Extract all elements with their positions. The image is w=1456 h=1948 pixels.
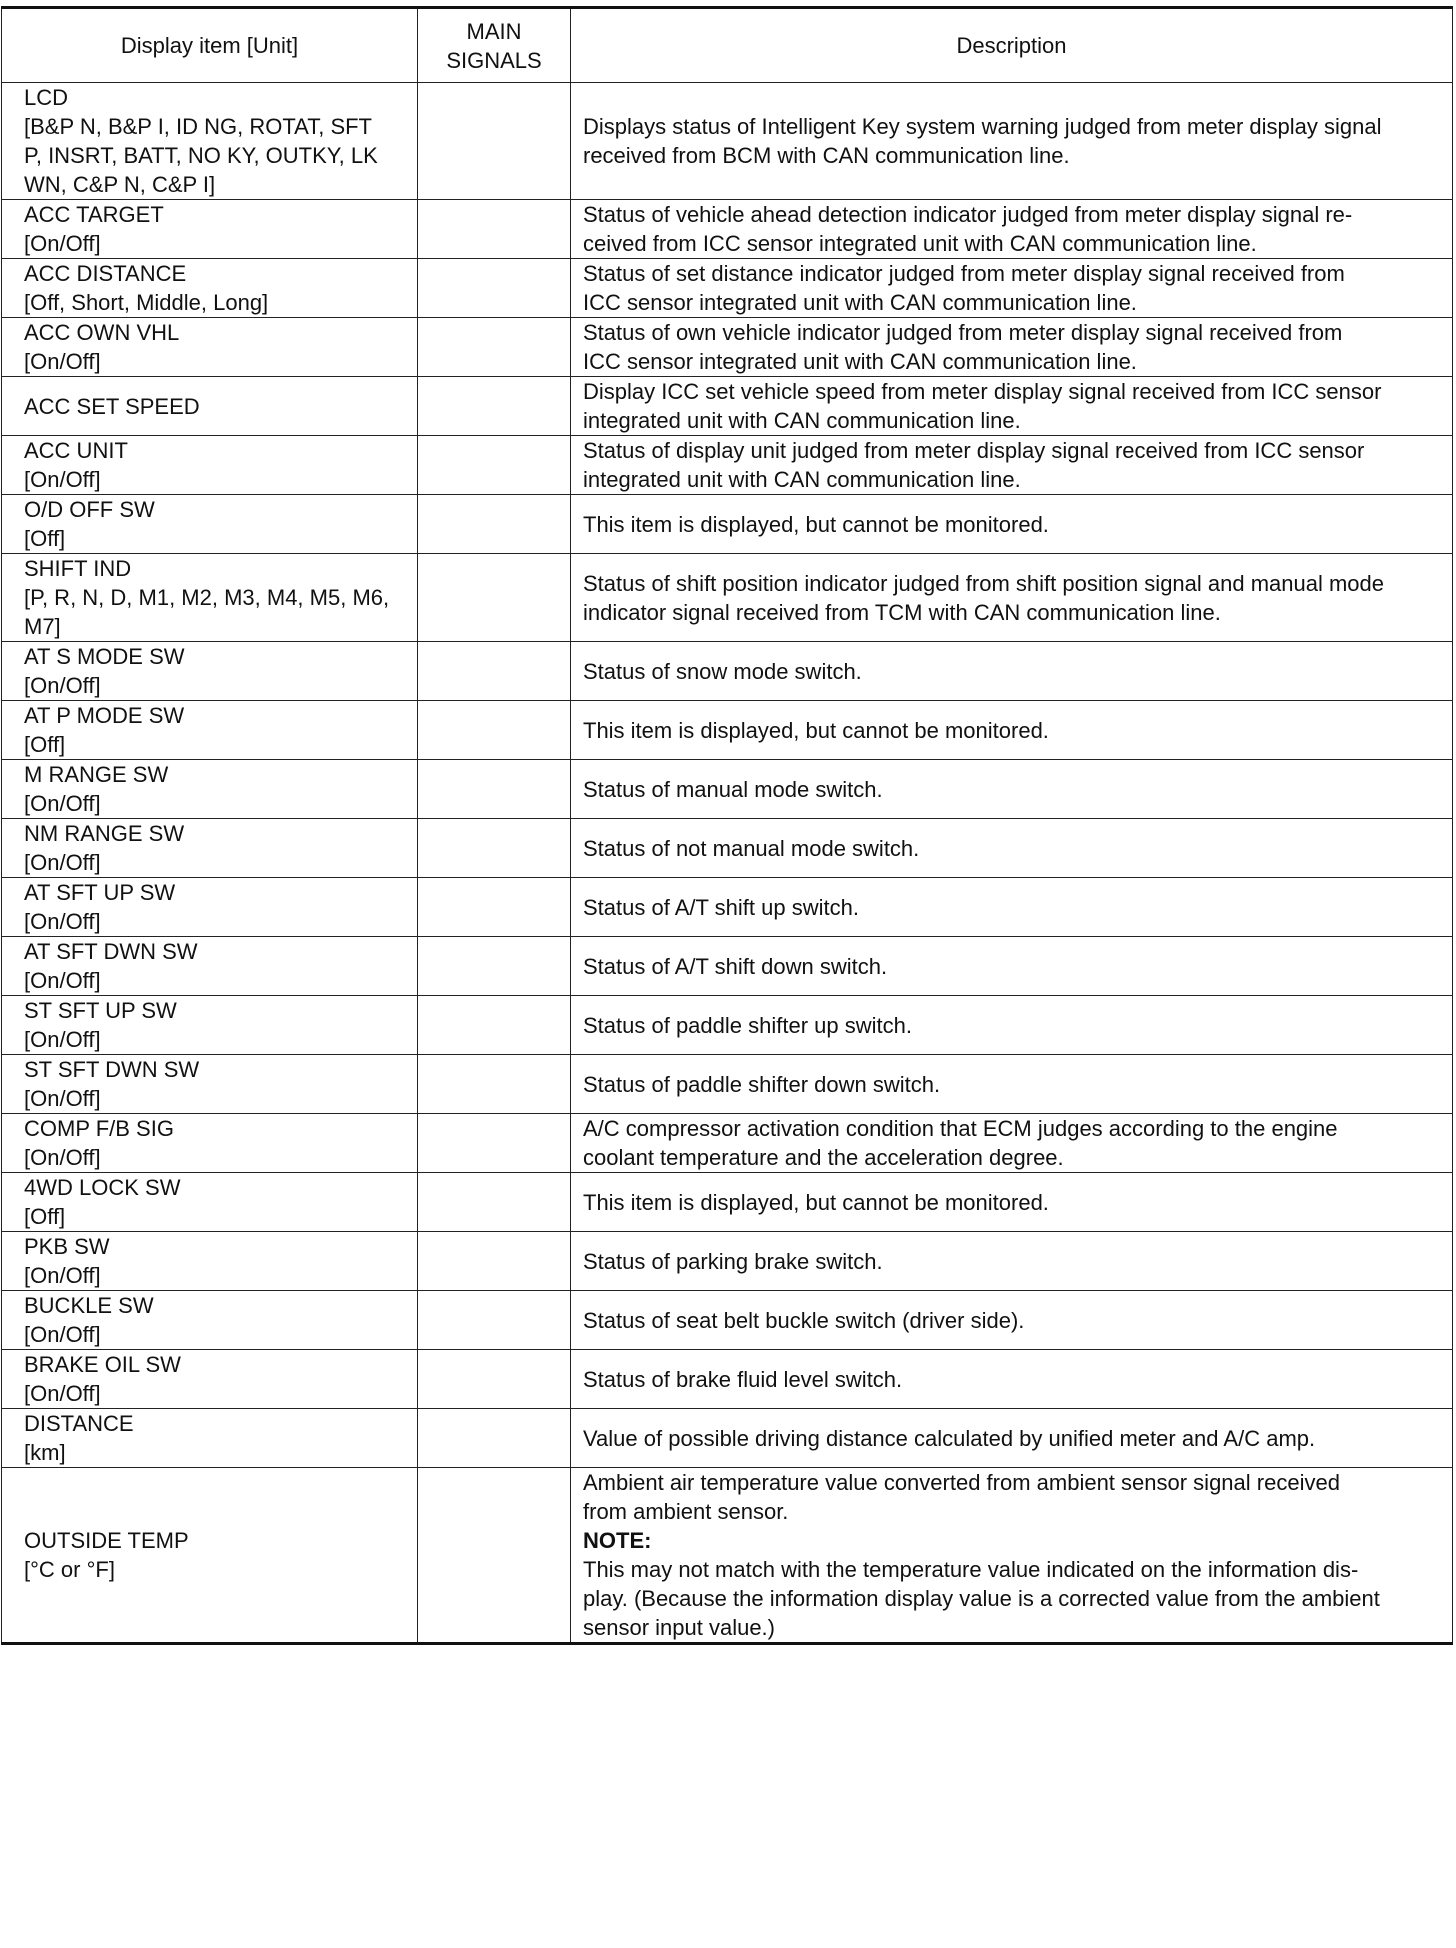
main-signals-cell	[418, 996, 571, 1055]
description-cell: Status of A/T shift down switch.	[571, 937, 1453, 996]
display-item-cell: AT SFT UP SW [On/Off]	[2, 878, 418, 937]
display-item-cell: M RANGE SW [On/Off]	[2, 760, 418, 819]
display-item-cell: ST SFT DWN SW [On/Off]	[2, 1055, 418, 1114]
main-signals-cell	[418, 495, 571, 554]
description-cell: Status of seat belt buckle switch (driver side).	[571, 1291, 1453, 1350]
table-row	[2, 642, 1453, 701]
display-item-cell: NM RANGE SW [On/Off]	[2, 819, 418, 878]
main-signals-cell	[418, 259, 571, 318]
header-main-signals: MAIN SIGNALS	[418, 8, 571, 83]
description-cell: Display ICC set vehicle speed from meter display signal received from ICC sensor integrated unit with CAN communication line.	[571, 377, 1453, 436]
display-item-cell: LCD [B&P N, B&P I, ID NG, ROTAT, SFT P, INSRT, BATT, NO KY, OUTKY, LK WN, C&P N, C&P I]	[2, 83, 418, 200]
description-cell	[571, 1468, 1453, 1644]
display-item-cell: AT SFT DWN SW [On/Off]	[2, 937, 418, 996]
description-cell: Status of snow mode switch.	[571, 642, 1453, 701]
description-cell: Status of manual mode switch.	[571, 760, 1453, 819]
main-signals-cell	[418, 937, 571, 996]
table-row	[2, 937, 1453, 996]
table-row	[2, 259, 1453, 318]
display-item-cell: SHIFT IND [P, R, N, D, M1, M2, M3, M4, M5, M6, M7]	[2, 554, 418, 642]
table-row	[2, 1350, 1453, 1409]
table-header-row	[2, 8, 1453, 83]
display-item-cell: ACC DISTANCE [Off, Short, Middle, Long]	[2, 259, 418, 318]
table-row	[2, 200, 1453, 259]
description-cell: Status of own vehicle indicator judged from meter display signal received from ICC sensor integrated unit with CAN communication line.	[571, 318, 1453, 377]
description-text: Ambient air temperature value converted from ambient sensor signal received from ambient sensor.	[583, 1470, 1340, 1524]
description-cell: Status of vehicle ahead detection indicator judged from meter display signal re- ceived from ICC sensor integrated unit with CAN communication line.	[571, 200, 1453, 259]
description-cell: A/C compressor activation condition that ECM judges according to the engine coolant temperature and the acceleration degree.	[571, 1114, 1453, 1173]
table-row	[2, 701, 1453, 760]
table-row	[2, 1232, 1453, 1291]
display-item-cell: AT P MODE SW [Off]	[2, 701, 418, 760]
main-signals-cell	[418, 1114, 571, 1173]
table-row	[2, 436, 1453, 495]
description-cell: Status of brake fluid level switch.	[571, 1350, 1453, 1409]
display-item-cell: O/D OFF SW [Off]	[2, 495, 418, 554]
main-signals-cell	[418, 200, 571, 259]
main-signals-cell	[418, 1468, 571, 1644]
description-cell: This item is displayed, but cannot be monitored.	[571, 495, 1453, 554]
display-item-cell: ACC UNIT [On/Off]	[2, 436, 418, 495]
description-cell: Status of paddle shifter up switch.	[571, 996, 1453, 1055]
table-row	[2, 1173, 1453, 1232]
table-row	[2, 377, 1453, 436]
display-item-cell: OUTSIDE TEMP [°C or °F]	[2, 1468, 418, 1644]
main-signals-cell	[418, 554, 571, 642]
description-cell: This item is displayed, but cannot be monitored.	[571, 1173, 1453, 1232]
main-signals-cell	[418, 318, 571, 377]
description-cell: Status of shift position indicator judged from shift position signal and manual mode indicator signal received from TCM with CAN communication line.	[571, 554, 1453, 642]
main-signals-cell	[418, 760, 571, 819]
main-signals-cell	[418, 1173, 571, 1232]
description-cell: Displays status of Intelligent Key system warning judged from meter display signal received from BCM with CAN communication line.	[571, 83, 1453, 200]
description-cell: Status of display unit judged from meter display signal received from ICC sensor integrated unit with CAN communication line.	[571, 436, 1453, 495]
note-label: NOTE:	[583, 1528, 652, 1553]
table-row	[2, 495, 1453, 554]
main-signals-cell	[418, 642, 571, 701]
display-item-cell: AT S MODE SW [On/Off]	[2, 642, 418, 701]
table-row	[2, 1468, 1453, 1644]
table-row	[2, 1291, 1453, 1350]
main-signals-cell	[418, 701, 571, 760]
description-cell: Status of paddle shifter down switch.	[571, 1055, 1453, 1114]
table-row	[2, 1114, 1453, 1173]
main-signals-cell	[418, 819, 571, 878]
header-description: Description	[571, 8, 1453, 83]
display-item-cell: ACC TARGET [On/Off]	[2, 200, 418, 259]
display-item-cell: BUCKLE SW [On/Off]	[2, 1291, 418, 1350]
main-signals-cell	[418, 1291, 571, 1350]
table-row	[2, 554, 1453, 642]
main-signals-cell	[418, 436, 571, 495]
table-row	[2, 760, 1453, 819]
main-signals-cell	[418, 1409, 571, 1468]
main-signals-cell	[418, 83, 571, 200]
main-signals-cell	[418, 377, 571, 436]
description-cell: Status of parking brake switch.	[571, 1232, 1453, 1291]
note-text: This may not match with the temperature value indicated on the information dis- play. (Because the information display value is a corrected value from the ambient sensor input value.)	[583, 1557, 1380, 1640]
description-cell: This item is displayed, but cannot be monitored.	[571, 701, 1453, 760]
display-item-cell: PKB SW [On/Off]	[2, 1232, 418, 1291]
display-item-cell: BRAKE OIL SW [On/Off]	[2, 1350, 418, 1409]
display-item-cell: ST SFT UP SW [On/Off]	[2, 996, 418, 1055]
table-row	[2, 1409, 1453, 1468]
table-row	[2, 878, 1453, 937]
header-display-item: Display item [Unit]	[2, 8, 418, 83]
main-signals-cell	[418, 1232, 571, 1291]
display-item-table	[1, 6, 1453, 1645]
description-cell: Status of set distance indicator judged from meter display signal received from ICC sensor integrated unit with CAN communication line.	[571, 259, 1453, 318]
table-row	[2, 1055, 1453, 1114]
display-item-cell: 4WD LOCK SW [Off]	[2, 1173, 418, 1232]
description-cell: Status of A/T shift up switch.	[571, 878, 1453, 937]
table-body	[2, 83, 1453, 1644]
display-item-cell: COMP F/B SIG [On/Off]	[2, 1114, 418, 1173]
display-item-cell: ACC SET SPEED	[2, 377, 418, 436]
table-row	[2, 83, 1453, 200]
table-row	[2, 819, 1453, 878]
table-row	[2, 318, 1453, 377]
table-row	[2, 996, 1453, 1055]
description-cell: Value of possible driving distance calculated by unified meter and A/C amp.	[571, 1409, 1453, 1468]
display-item-cell: ACC OWN VHL [On/Off]	[2, 318, 418, 377]
display-item-cell: DISTANCE [km]	[2, 1409, 418, 1468]
main-signals-cell	[418, 1350, 571, 1409]
main-signals-cell	[418, 878, 571, 937]
description-cell: Status of not manual mode switch.	[571, 819, 1453, 878]
main-signals-cell	[418, 1055, 571, 1114]
